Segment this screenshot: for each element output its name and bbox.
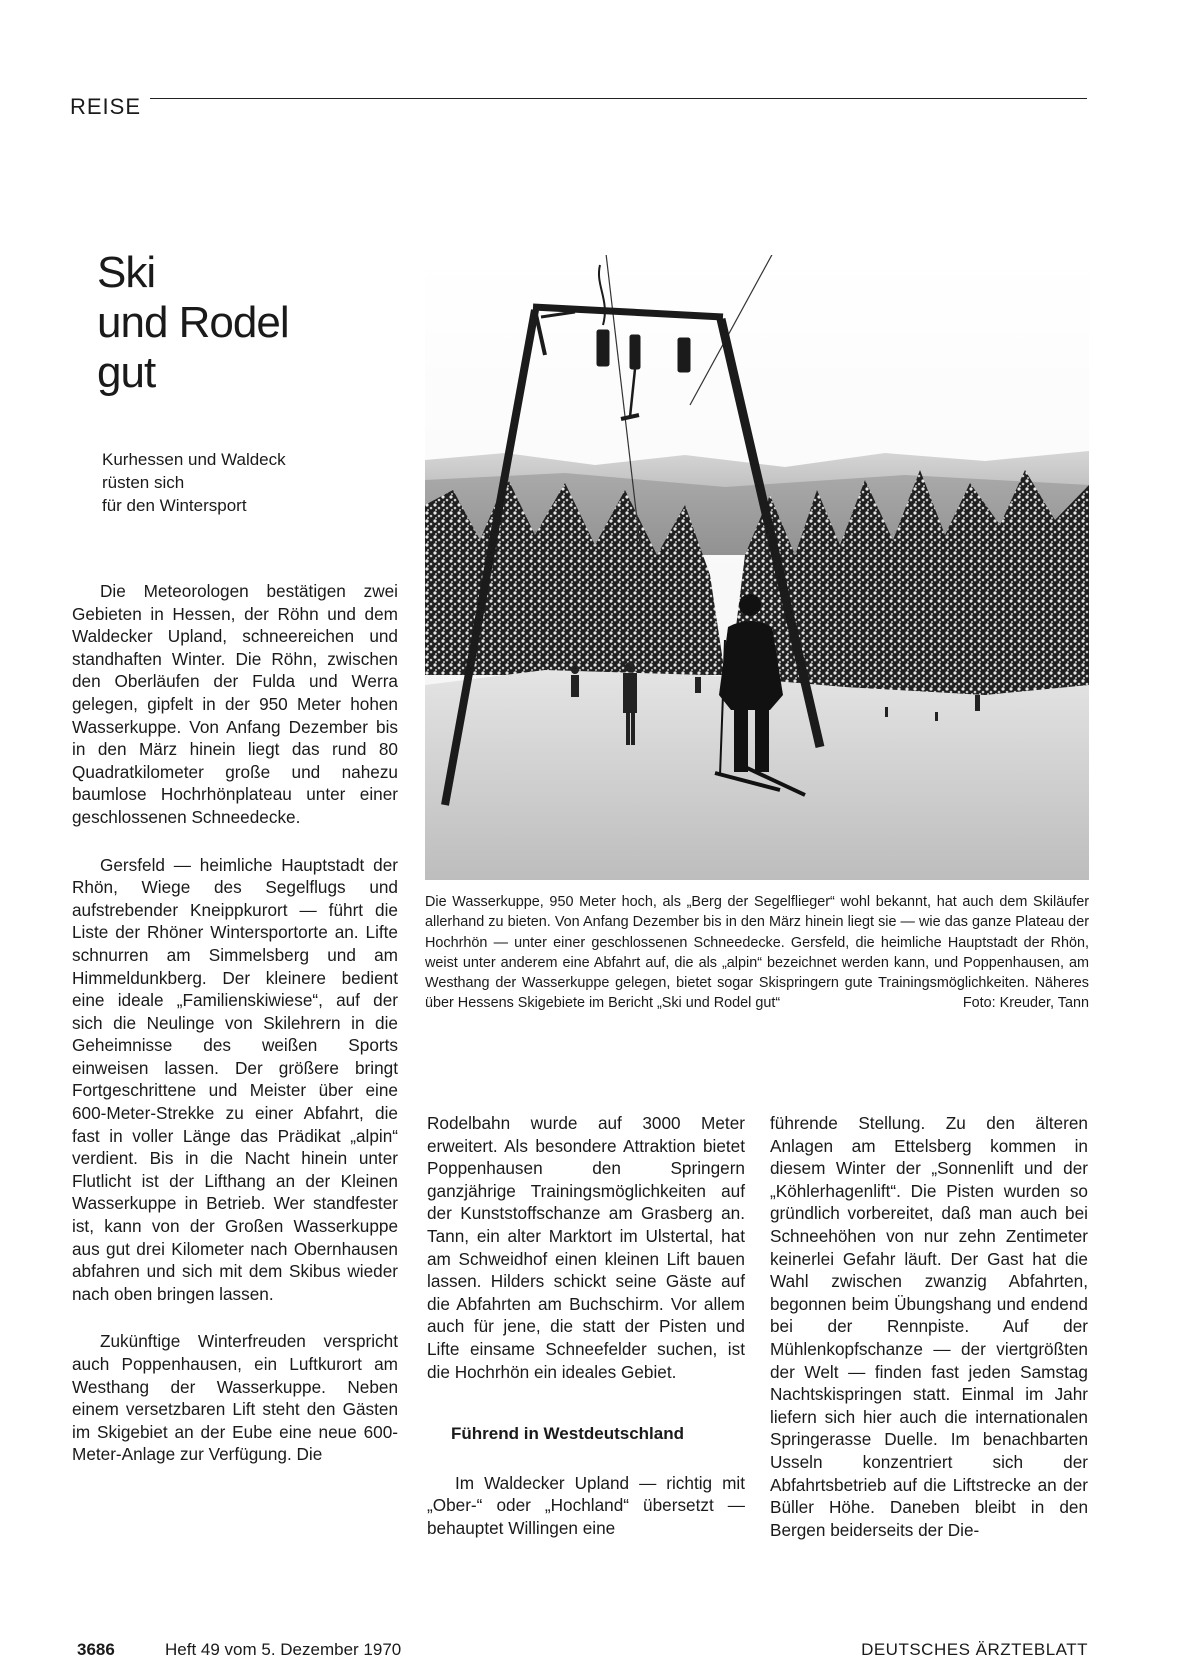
issue-info: Heft 49 vom 5. Dezember 1970	[165, 1640, 402, 1659]
text-column-3	[770, 1112, 1088, 1566]
caption-text: Die Wasserkuppe, 950 Meter hoch, als „Berg der Segelflieger“ wohl bekannt, hat auch dem Skiläufer allerhand zu bieten. Von Anfang Dezember bis in den März hinein liegt sie — wie das ganze Plateau der Hochrhön — unter einer geschlossenen Schneedecke. Gersfeld, die heimliche Hauptstadt der Rhön, weist unter anderem eine Abfahrt auf, die als „alpin“ bezeichnet werden kann, und Poppenhausen, am Westhang der Wasserkuppe gelegen, bietet sogar Skispringern gute Trainingsmöglichkeiten. Näheres über Hessens Skigebiete im Bericht „Ski und Rodel gut“	[425, 894, 1089, 1012]
article-headline	[97, 248, 289, 398]
photo-caption	[425, 892, 1089, 1014]
paragraph: Zukünftige Winterfreuden verspricht auch Poppenhausen, ein Luftkurort am Westhang der Wasserkuppe. Neben einem versetzbaren Lift steht den Gästen im Skigebiet an der Eube eine neue 600-Meter-Anlage zur Verfügung. Die	[72, 1331, 398, 1465]
paragraph: führende Stellung. Zu den älteren Anlagen am Ettelsberg kommen in diesem Winter der „Sonnenlift und der „Köhlerhagenlift“. Die Pisten wurden so gründlich vorbereitet, daß man auch bei Schneehöhen von nur zehn Zentimeter keinerlei Gefahr läuft. Der Gast hat die Wahl zwischen zwanzig Abfahrten, begonnen beim Übungshang und endend bei der Rennpiste. Auf der Mühlenkopfschanze — der viertgrößten der Welt — finden fast jeden Samstag Nachtskispringen statt. Einmal im Jahr liefern sich hier auch die internationalen Springerasse Duelle. Im benachbarten Usseln konzentriert sich der Abfahrtsbetrieb auf die Liftstrecke an der Büller Höhe. Daneben bleibt in den Bergen beiderseits der Die-	[770, 1113, 1088, 1540]
headline-line: und Rodel	[97, 298, 289, 347]
subtitle-line: rüsten sich	[102, 473, 185, 492]
paragraph: Gersfeld — heimliche Hauptstadt der Rhön, Wiege des Segelflugs und aufstrebender Kneippkurort — führt die Liste der Rhöner Wintersportorte an. Lifte schnurren am Simmelsberg und am Himmeldunkberg. Der kleinere bedient eine ideale „Familienskiwiese“, auf der sich die Neulinge von Skilehrern in die Geheimnisse des weißen Sports einweisen lassen. Der größere bringt Fortgeschrittene und Meister über eine 600-Meter-Strekke zu einer Abfahrt, die fast in voller Länge das Prädikat „alpin“ verdient. Bis in die Nacht hinein unter Flutlicht ist der Lifthang an der Kleinen Wasserkuppe in Betrieb. Wer standfester ist, kann von der Großen Wasserkuppe aus gut drei Kilometer nach Obernhausen abfahren und sich mit dem Skibus wieder nach oben bringen lassen.	[72, 854, 398, 1304]
subheading: Führend in Westdeutschland	[451, 1424, 684, 1444]
subtitle-line: Kurhessen und Waldeck	[102, 450, 286, 469]
page-number: 3686	[77, 1640, 115, 1659]
article-subtitle	[102, 448, 286, 517]
subtitle-line: für den Wintersport	[102, 496, 247, 515]
header-rule	[150, 98, 1087, 99]
headline-line: Ski	[97, 248, 156, 297]
section-label: REISE	[70, 94, 142, 119]
ski-lift-photo	[425, 255, 1089, 880]
headline-line: gut	[97, 348, 156, 397]
paragraph: Die Meteorologen bestätigen zwei Gebieten in Hessen, der Röhn und dem Waldecker Upland, schneereichen und standhaften Winter. Die Röhn, zwischen den Oberläufen der Fulda und Werra gelegen, gipfelt in der 950 Meter hohen Wasserkuppe. Von Anfang Dezember bis in den März hinein liegt das rund 80 Quadratkilometer große und nahezu baumlose Hochrhönplateau unter einer geschlossenen Schneedecke.	[72, 581, 398, 827]
publication-name: DEUTSCHES ÄRZTEBLATT	[861, 1640, 1088, 1659]
text-column-2	[427, 1112, 745, 1565]
paragraph: Rodelbahn wurde auf 3000 Meter erweitert. Als besondere Attraktion bietet Poppenhausen den Springern ganzjährige Trainingsmöglichkeiten auf der Kunststoffschanze am Grasberg an. Tann, ein alter Marktort im Ulstertal, hat am Schweidhof einen kleinen Lift bauen lassen. Hilders schickt seine Gäste auf die Abfahrten am Buchschirm. Vor allem auch für jene, die statt der Pisten und Lifte einsame Schneefelder suchen, ist die Hochrhön ein ideales Gebiet.	[427, 1113, 745, 1382]
photo-credit: Foto: Kreuder, Tann	[962, 995, 1089, 1012]
paragraph: Im Waldecker Upland — richtig mit „Ober-“ oder „Hochland“ übersetzt — behauptet Willingen eine	[427, 1472, 745, 1538]
text-column-1	[72, 580, 398, 1491]
